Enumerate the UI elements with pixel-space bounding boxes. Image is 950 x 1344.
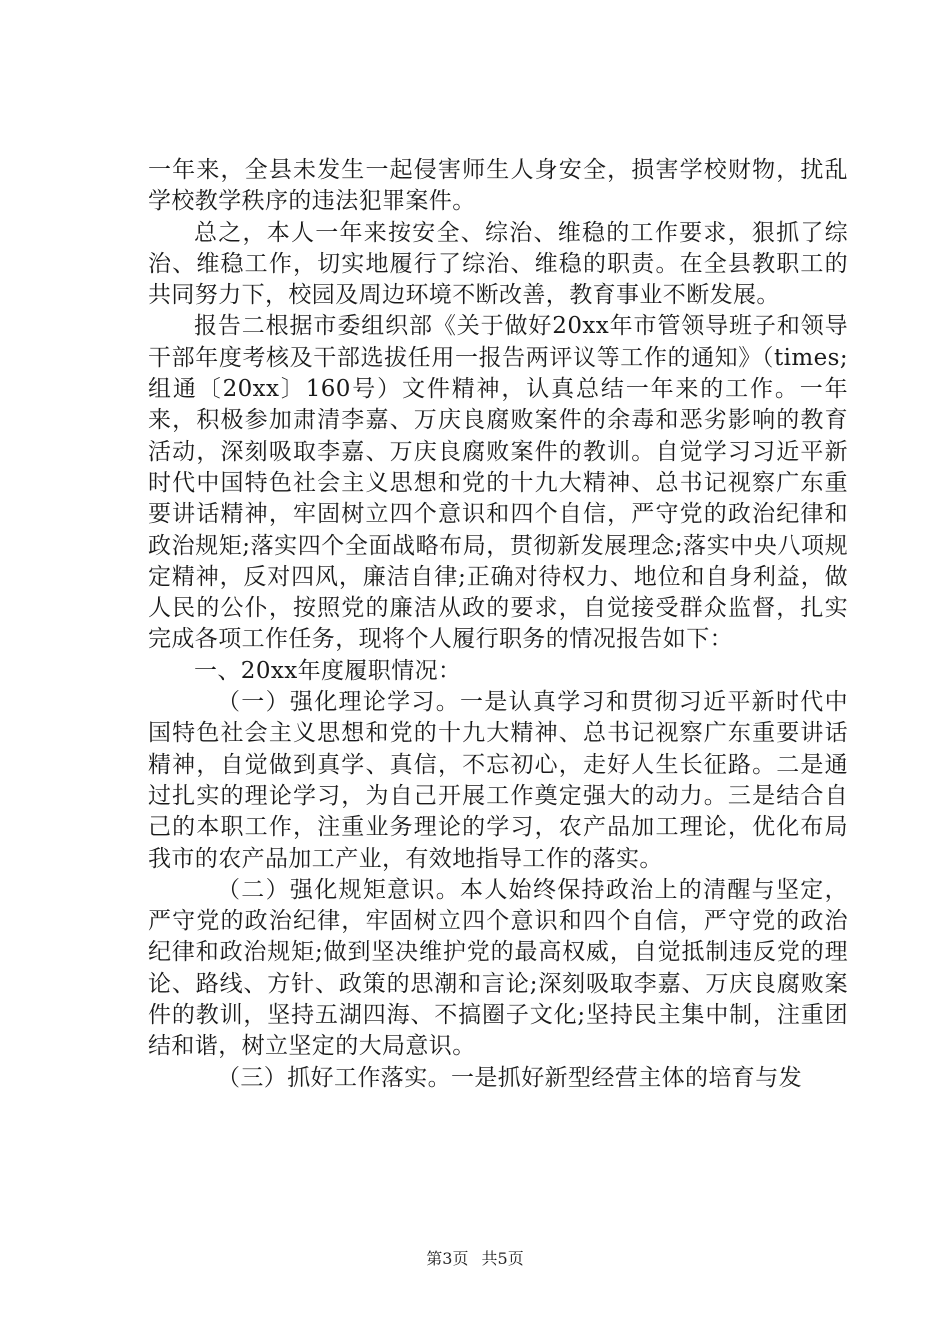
paragraph-conclusion: 总之，本人一年来按安全、综治、维稳的工作要求，狠抓了综治、维稳工作，切实地履行了综治、维稳的职责。在全县教职工的共同努力下，校园及周边环境不断改善，教育事业不断发展。 xyxy=(148,219,848,309)
paragraph-report-two-intro: 报告二根据市委组织部《关于做好20xx年市管领导班子和领导干部年度考核及干部选拔任用一报告两评议等工作的通知》（times;组通〔20xx〕160号）文件精神，认真总结一年来的工作。一年来，积极参加肃清李嘉、万庆良腐败案件的余毒和恶劣影响的教育活动，深刻吸取李嘉、万庆良腐败案件的教训。自觉学习习近平新时代中国特色社会主义思想和党的十九大精神、总书记视察广东重要讲话精神，牢固树立四个意识和四个自信，严守党的政治纪律和政治规矩;落实四个全面战略布局，贯彻新发展理念;落实中央八项规定精神，反对四风，廉洁自律;正确对待权力、地位和自身利益，做人民的公仆，按照党的廉洁从政的要求，自觉接受群众监督，扎实完成各项工作任务，现将个人履行职务的情况报告如下： xyxy=(148,313,848,653)
document-body xyxy=(148,155,848,1094)
paragraph-theory-study: （一）强化理论学习。一是认真学习和贯彻习近平新时代中国特色社会主义思想和党的十九大精神、总书记视察广东重要讲话精神，自觉做到真学、真信，不忘初心，走好人生长征路。二是通过扎实的理论学习，为自己开展工作奠定强大的动力。三是结合自己的本职工作，注重业务理论的学习，农产品加工理论，优化布局我市的农产品加工产业，有效地指导工作的落实。 xyxy=(148,689,848,872)
section-heading-duties: 一、20xx年度履职情况： xyxy=(194,657,462,684)
paragraph-rules-awareness: （二）强化规矩意识。本人始终保持政治上的清醒与坚定，严守党的政治纪律，牢固树立四个意识和四个自信，严守党的政治纪律和政治规矩;做到坚决维护党的最高权威，自觉抵制违反党的理论、路线、方针、政策的思潮和言论;深刻吸取李嘉、万庆良腐败案件的教训，坚持五湖四海、不搞圈子文化;坚持民主集中制，注重团结和谐，树立坚定的大局意识。 xyxy=(148,876,848,1060)
page-footer xyxy=(0,1246,950,1269)
page-number: 第3页 xyxy=(426,1249,469,1268)
page-total: 共5页 xyxy=(481,1249,524,1268)
paragraph-safety-summary: 一年来，全县未发生一起侵害师生人身安全，损害学校财物，扰乱学校教学秩序的违法犯罪案件。 xyxy=(148,157,848,215)
paragraph-work-implementation: （三）抓好工作落实。一是抓好新型经营主体的培育与发 xyxy=(217,1064,802,1091)
